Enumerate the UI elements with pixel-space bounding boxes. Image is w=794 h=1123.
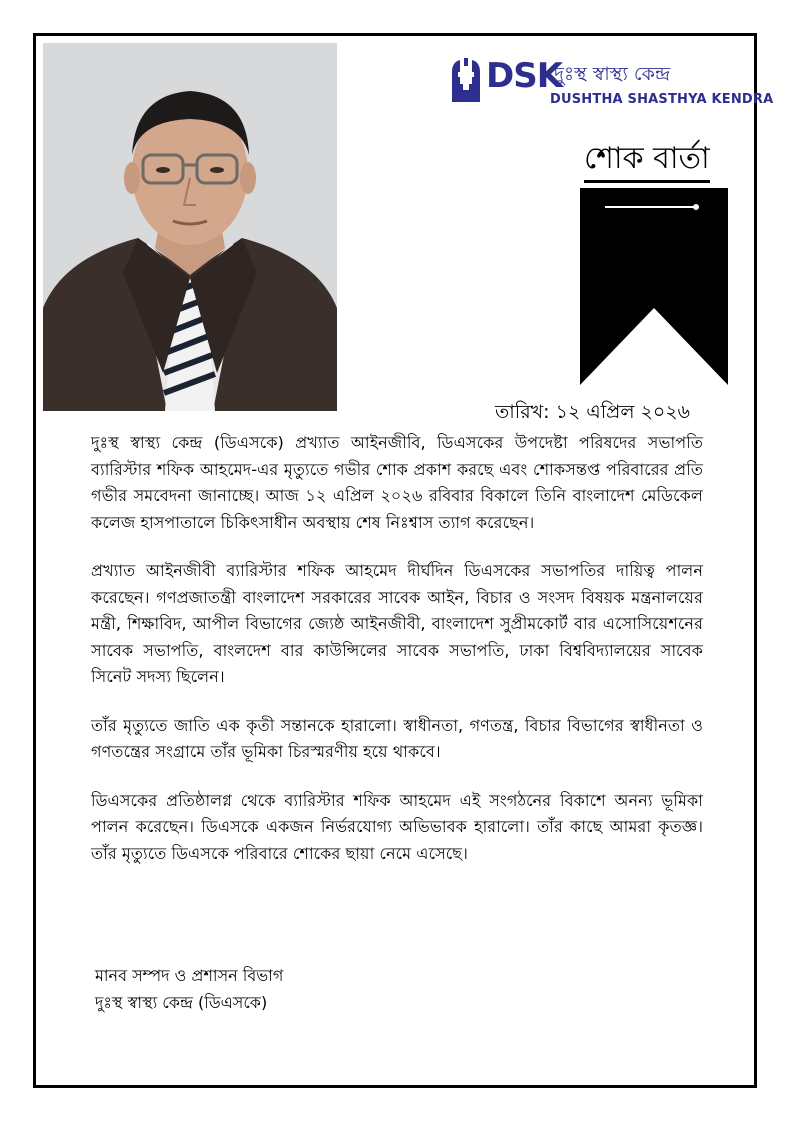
paragraph-3: তাঁর মৃত্যুতে জাতি এক কৃতী সন্তানকে হারালো। স্বাধীনতা, গণতন্ত্র, বিচার বিভাগের স্বাধীনতা ও গণতন্ত্রের সংগ্রামে তাঁর ভূমিকা চিরস্মরণীয় হয়ে থাকবে।: [91, 715, 703, 761]
page-title: শোক বার্তা: [584, 140, 710, 183]
logo-name-bengali: দুঃস্থ স্বাস্থ্য কেন্দ্র: [554, 63, 671, 85]
hands-cross-logo-icon: [446, 54, 486, 104]
logo-name-english: DUSHTHA SHASTHYA KENDRA: [550, 92, 774, 107]
signature-department: মানব সম্পদ ও প্রশাসন বিভাগ: [95, 966, 284, 985]
portrait-illustration: [43, 43, 337, 411]
portrait-photo: [43, 43, 337, 411]
paragraph-1: দুঃস্থ স্বাস্থ্য কেন্দ্র (ডিএসকে) প্রখ্যাত আইনজীবি, ডিএসকের উপদেষ্টা পরিষদের সভাপতি ব্যারিস্টার শফিক আহমেদ-এর মৃত্যুতে গভীর শোক প্রকাশ করছে এবং শোকসন্তপ্ত পরিবারের প্রতি গভীর সমবেদনা জানাচ্ছে। আজ ১২ এপ্রিল ২০২৬ রবিবার বিকালে তিনি বাংলাদেশ মেডিকেল কলেজ হাসপাতালে চিকিৎসাধীন অবস্থায় শেষ নিঃশ্বাস ত্যাগ করেছেন।: [91, 433, 703, 532]
paragraph-4: ডিএসকের প্রতিষ্ঠালগ্ন থেকে ব্যারিস্টার শফিক আহমেদ এই সংগঠনের বিকাশে অনন্য ভূমিকা পালন করেছেন। ডিএসকে একজন নির্ভরযোগ্য অভিভাবক হারালো। তাঁর কাছে আমরা কৃতজ্ঞ। তাঁর মৃত্যুতে ডিএসকে পরিবারে শোকের ছায়া নেমে এসেছে।: [91, 790, 703, 863]
paragraph-2: প্রখ্যাত আইনজীবী ব্যারিস্টার শফিক আহমেদ দীর্ঘদিন ডিএসকের সভাপতির দায়িত্ব পালন করেছেন। গণপ্রজাতন্ত্রী বাংলাদেশ সরকারের সাবেক আইন, বিচার ও সংসদ বিষয়ক মন্ত্রনালয়ের মন্ত্রী, শিক্ষাবিদ, আপীল বিভাগের জ্যেষ্ঠ আইনজীবী, বাংলাদেশ সুপ্রীমকোর্ট বার এসোসিয়েশনের সাবেক সভাপতি, বাংলদেশ বার কাউন্সিলের সাবেক সভাপতি, ঢাকা বিশ্ববিদ্যালয়ের সাবেক সিনেট সদস্য ছিলেন।: [91, 561, 703, 686]
message-body: [91, 430, 703, 889]
date-line: তারিখ: ১২ এপ্রিল ২০২৬: [495, 401, 690, 423]
dsk-logo: [446, 52, 774, 114]
signature-organization: দুঃস্থ স্বাস্থ্য কেন্দ্র (ডিএসকে): [95, 993, 268, 1012]
signature-block: [95, 962, 283, 1016]
black-mourning-ribbon-icon: [580, 188, 728, 385]
logo-abbreviation: DSK: [486, 56, 563, 96]
